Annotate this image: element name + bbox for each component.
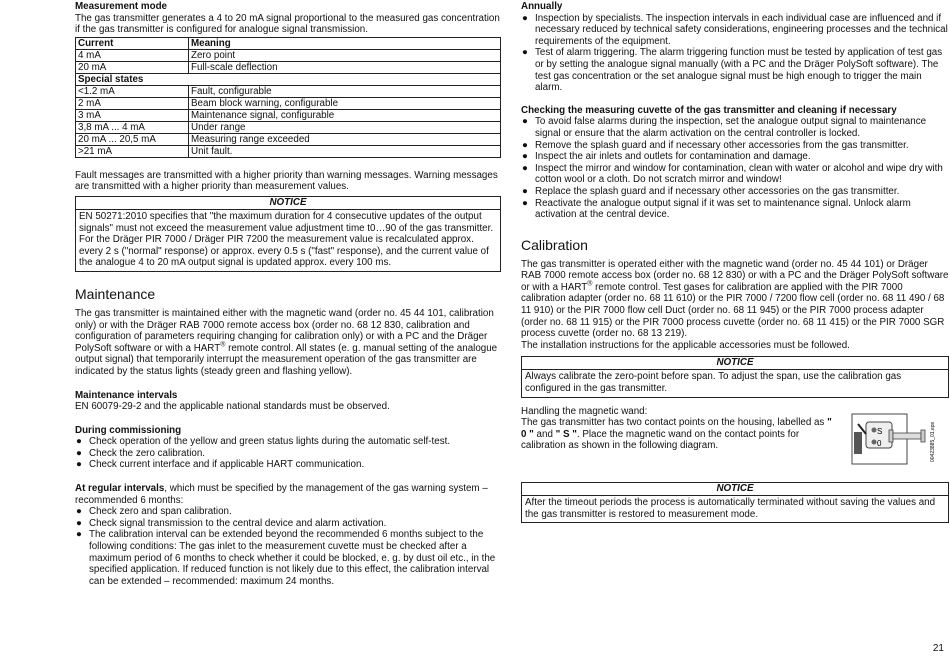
wand-end: [921, 430, 925, 442]
wand-magnet: [854, 432, 862, 454]
table-cell: Under range: [189, 121, 501, 133]
commissioning-list: [75, 436, 501, 471]
table-cell: Full-scale deflection: [189, 61, 501, 73]
calibration-heading: Calibration: [521, 236, 588, 253]
list-item-text: Check operation of the yellow and green status lights during the automatic self-test.: [89, 436, 451, 448]
table-cell: <1.2 mA: [76, 85, 189, 97]
list-item: [521, 163, 949, 186]
list-item: [521, 116, 949, 139]
notice-text: EN 50271:2010 specifies that "the maximum duration for 4 consecutive updates of the output signals" must not exceed the measurement value adjustment time t0…90 of the gas transmitter. For the Dräger PIR 7000 / Dräger PIR 7200 the measurement value is recalculated approx. every 2 s ("normal" response) or approx. every 0.5 s ("fast" response), and the current value of the analogue 4 to 20 mA output signal is updated approx. every 100 ms.: [79, 210, 494, 269]
table-row: [76, 61, 501, 73]
maintenance-text-a: The gas transmitter is maintained either with the magnetic wand (order no. 45 44 101, calibration only) or with the Dräger RAB 7000 remote access box (order no. 68 12 830, calibration and configuration of parameters requiring changing for calibration only) or with a PC and the Dräger PolySoft software or with a HART: [75, 307, 494, 354]
page-number: 21: [932, 643, 944, 654]
regular-intervals-text: [75, 483, 501, 506]
table-row: [76, 145, 501, 157]
wand-section: [521, 406, 839, 452]
list-item-text: The calibration interval can be extended beyond the recommended 6 months subject to the following conditions: The gas inlet to the measurement cuvette must be checked after a maximum period of 6 months to check whether it could be blocked, e. g. by dust oil etc., in the specified application. If reduced function is not likely due to this effect, the calibration interval can be extended – recommended: maximum 24 months.: [89, 529, 496, 587]
table-row: [76, 97, 501, 109]
list-item-text: Check current interface and if applicable HART communication.: [89, 459, 365, 471]
table-cell: Measuring range exceeded: [189, 133, 501, 145]
list-item: [521, 151, 949, 163]
left-column: [75, 0, 501, 587]
notice-box-timeout: [521, 482, 949, 523]
maintenance-heading: Maintenance: [75, 285, 156, 302]
wand-grip: [889, 430, 893, 442]
bullet-icon: ●: [522, 12, 528, 24]
list-item-text: Check signal transmission to the central device and alarm activation.: [89, 517, 387, 529]
list-item: [75, 506, 501, 518]
table-cell: Fault, configurable: [189, 85, 501, 97]
list-item-text: To avoid false alarms during the inspection, set the analogue output signal to maintenance signal or ensure that the alarm activation on the central controller is locked.: [535, 116, 927, 139]
list-item: [75, 436, 501, 448]
registered-mark: ®: [220, 341, 226, 349]
wand-shaft: [893, 433, 921, 439]
cuvette-list: [521, 116, 949, 220]
special-states-title: Special states: [76, 73, 501, 85]
notice-box-en50271: [75, 196, 501, 272]
magnetic-wand-figure: [844, 410, 936, 470]
list-item: [521, 198, 949, 221]
calibration-text: [521, 259, 949, 340]
annually-list: [521, 13, 949, 94]
list-item-text: Check zero and span calibration.: [89, 506, 232, 518]
figure-label-0: 0: [877, 439, 882, 448]
cuvette-title: Checking the measuring cuvette of the gas transmitter and cleaning if necessary: [521, 104, 897, 116]
bullet-icon: ●: [76, 447, 82, 459]
wand-text-b: and: [533, 428, 556, 440]
wand-text-a: The gas transmitter has two contact points on the housing, labelled as: [521, 417, 828, 429]
notice-title: NOTICE: [522, 357, 948, 370]
list-item: [521, 140, 949, 152]
annually-title: Annually: [521, 1, 563, 12]
bullet-icon: ●: [522, 151, 528, 163]
list-item-text: Replace the splash guard and if necessary other accessories on the gas transmitter.: [535, 185, 900, 197]
notice-title: NOTICE: [522, 483, 948, 496]
list-item-text: Inspect the mirror and window for contamination, clean with water or alcohol and wipe dry with cotton wool or a cloth. Do not scratch mirror and window!: [535, 162, 943, 186]
table-cell: Maintenance signal, configurable: [189, 109, 501, 121]
table-header-current: Current: [76, 37, 189, 49]
figure-label-s: S: [877, 427, 883, 436]
notice-box-zero-point: [521, 356, 949, 397]
regular-intervals-bold: At regular intervals: [75, 483, 165, 495]
table-cell: 20 mA: [76, 61, 189, 73]
bullet-icon: ●: [76, 517, 82, 529]
list-item-text: Inspection by specialists. The inspection intervals in each individual case are influenced and if necessary reduced by technical safety considerations, engineering processes and the technical requirements of the equipment.: [535, 12, 948, 47]
list-item: [75, 518, 501, 530]
contact-point-s: [872, 428, 877, 433]
bullet-icon: ●: [76, 459, 82, 471]
notice-text: Always calibrate the zero-point before span. To adjust the span, use the calibration gas configured in the gas transmitter.: [525, 371, 902, 395]
maintenance-text-b: remote control. All states (e. g. manual setting of the analogue output signal) that temporarily interrupt the measurement operation of the gas transmitter are indicated by the status lights (steady green and flashing yellow).: [75, 342, 498, 377]
table-cell: 3 mA: [76, 109, 189, 121]
table-cell: 3,8 mA ... 4 mA: [76, 121, 189, 133]
notice-text: After the timeout periods the process is automatically terminated without saving the values and the gas transmitter is restored to measurement mode.: [525, 497, 936, 520]
list-item-text: Check the zero calibration.: [89, 447, 205, 459]
table-cell: 20 mA ... 20,5 mA: [76, 133, 189, 145]
table-cell: Beam block warning, configurable: [189, 97, 501, 109]
magnetic-wand-diagram: [844, 410, 936, 470]
regular-intervals-list: [75, 506, 501, 587]
bullet-icon: ●: [522, 139, 528, 151]
current-meaning-table: [75, 37, 501, 158]
calibration-text-a: The gas transmitter is operated either with the magnetic wand (order no. 45 44 101) or Dräger RAB 7000 remote access box (order no. 68 12 830) or with a PC and the Dräger PolySoft software or with a HART: [521, 258, 949, 293]
table-header-row: [76, 37, 501, 49]
table-cell: >21 mA: [76, 145, 189, 157]
bullet-icon: ●: [522, 162, 528, 174]
table-row: [76, 49, 501, 61]
figure-code: 00423885_01.eps: [930, 421, 936, 462]
contact-label-span: " S ": [555, 428, 577, 440]
bullet-icon: ●: [522, 197, 528, 209]
table-row: [76, 109, 501, 121]
table-cell: Unit fault.: [189, 145, 501, 157]
commissioning-title: During commissioning: [75, 424, 182, 436]
bullet-icon: ●: [76, 506, 82, 518]
list-item: [521, 47, 949, 93]
list-item: [75, 448, 501, 460]
bullet-icon: ●: [522, 185, 528, 197]
list-item-text: Reactivate the analogue output signal if it was set to maintenance signal. Unlock alarm activation at the central device.: [535, 197, 911, 221]
list-item-text: Remove the splash guard and if necessary other accessories from the gas transmitter.: [535, 139, 909, 151]
list-item: [75, 459, 501, 471]
wand-text-c: . Place the magnetic wand on the contact points for calibration as shown in the following diagram.: [521, 428, 800, 452]
bullet-icon: ●: [522, 116, 528, 128]
measurement-mode-text: The gas transmitter generates a 4 to 20 mA signal proportional to the measured gas concentration if the gas transmitter is configured for analogue signal transmission.: [75, 12, 500, 36]
list-item: [521, 186, 949, 198]
bullet-icon: ●: [76, 529, 82, 541]
table-cell: 2 mA: [76, 97, 189, 109]
wand-text: [521, 417, 839, 452]
list-item-text: Test of alarm triggering. The alarm triggering function must be tested by application of test gas or by setting the analogue signal manually (with a PC and the Dräger PolySoft software). The test gas concentration or the set analogue signal must be high enough to trigger the main alarm.: [535, 47, 943, 94]
contact-point-0: [872, 440, 877, 445]
bullet-icon: ●: [76, 436, 82, 448]
list-item-text: Inspect the air inlets and outlets for contamination and damage.: [535, 151, 811, 163]
list-item: [521, 13, 949, 48]
maintenance-intervals-text: EN 60079-29-2 and the applicable national standards must be observed.: [75, 401, 390, 413]
table-row: [76, 121, 501, 133]
table-cell: 4 mA: [76, 49, 189, 61]
bullet-icon: ●: [522, 47, 528, 59]
calibration-text-b: remote control. Test gases for calibration are applied with the PIR 7000 calibration adapter (order no. 68 11 610) or the PIR 7000 / 7200 flow cell (order no. 68 11 490 / 68 11 910) or the PIR 7000 flow cell Duct (order no. 68 11 945) or the PIR 7000 process adapter (order no. 68 11 915) or the PIR 7000 process cuvette (order no. 68 11 415) or the PIR 7000 SGR process cuvette (order no. 68 13 219).: [521, 281, 945, 340]
fault-priority-text: Fault messages are transmitted with a higher priority than warning messages. Warning messages are transmitted with a higher priority than measurement values.: [75, 169, 498, 193]
table-row: [76, 133, 501, 145]
calibration-installation-text: The installation instructions for the applicable accessories must be followed.: [521, 339, 850, 351]
list-item: [75, 529, 501, 587]
table-row: [76, 85, 501, 97]
wand-title: Handling the magnetic wand:: [521, 405, 648, 417]
special-states-row: [76, 73, 501, 85]
measurement-mode-title: Measurement mode: [75, 1, 168, 12]
table-header-meaning: Meaning: [189, 37, 501, 49]
registered-mark: ®: [587, 280, 593, 288]
notice-title: NOTICE: [76, 197, 500, 210]
contact-label-zero: " 0 ": [521, 417, 832, 440]
maintenance-intervals-title: Maintenance intervals: [75, 389, 178, 401]
regular-intervals-rest: , which must be specified by the management of the gas warning system – recommended 6 months:: [75, 483, 488, 506]
table-cell: Zero point: [189, 49, 501, 61]
maintenance-text: [75, 308, 501, 378]
